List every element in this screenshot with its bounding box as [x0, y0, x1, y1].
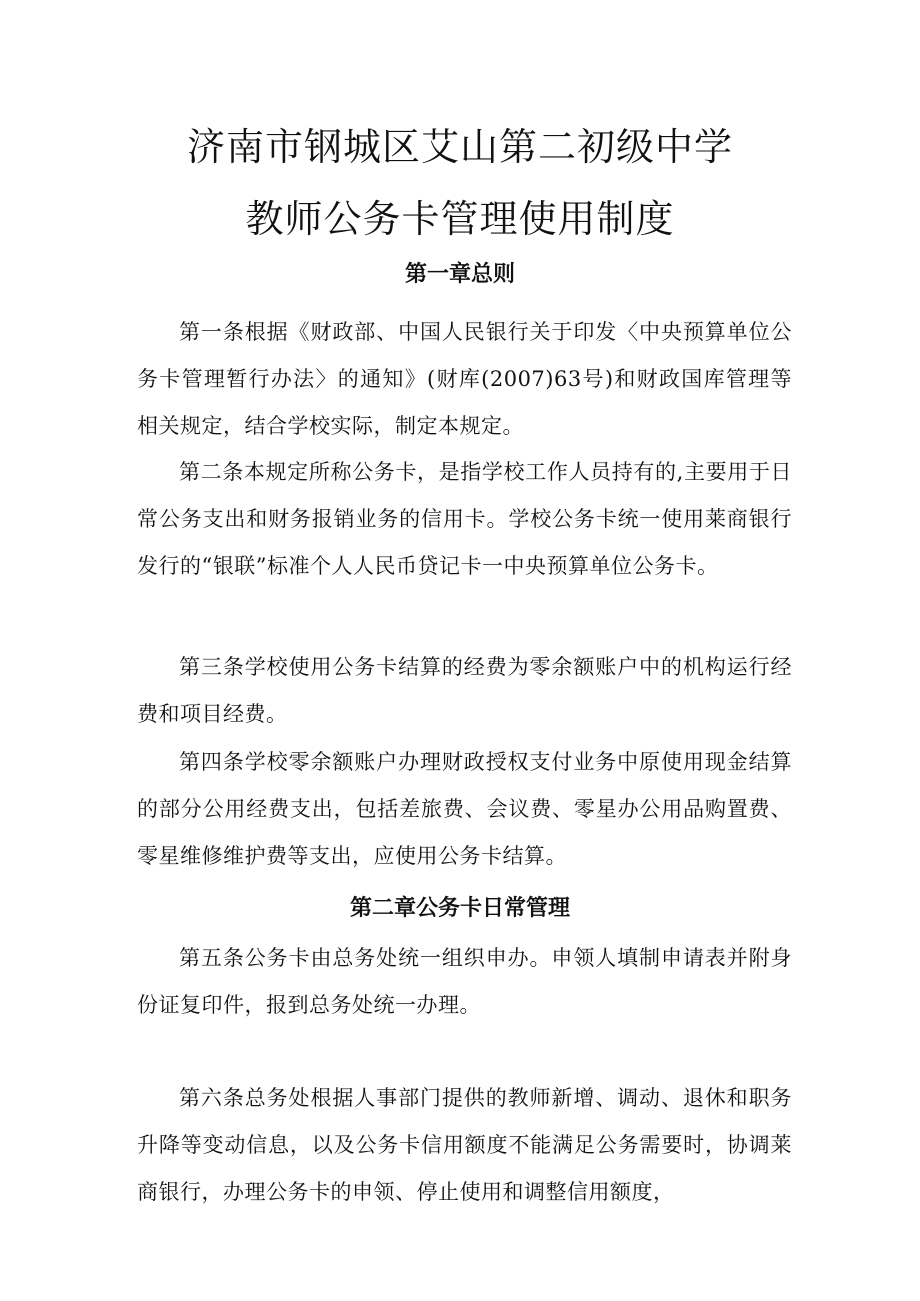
article-1: 第一条根据《财政部、中国人民银行关于印发〈中央预算单位公务卡管理暂行办法〉的通知》(财库(2007)63号)和财政国库管理等相关规定，结合学校实际，制定本规定。: [137, 320, 792, 438]
chapter-heading-2: 第二章公务卡日常管理: [349, 896, 570, 921]
document-title-line1: 济南市钢城区艾山第二初级中学: [186, 125, 733, 169]
article-4: 第四条学校零余额账户办理财政授权支付业务中原使用现金结算的部分公用经费支出，包括差旅费、会议费、零星办公用品购置费、零星维修维护费等支出，应使用公务卡结算。: [137, 750, 792, 868]
chapter-heading-1: 第一章总则: [404, 262, 515, 287]
article-2: 第二条本规定所称公务卡，是指学校工作人员持有的,主要用于日常公务支出和财务报销业务的信用卡。学校公务卡统一使用莱商银行发行的“银联”标准个人人民币贷记卡一中央预算单位公务卡。: [137, 460, 792, 578]
article-3: 第三条学校使用公务卡结算的经费为零余额账户中的机构运行经费和项目经费。: [137, 655, 792, 726]
document-title-line2: 教师公务卡管理使用制度: [245, 197, 675, 241]
article-5: 第五条公务卡由总务处统一组织申办。申领人填制申请表并附身份证复印件，报到总务处统一办理。: [137, 946, 792, 1017]
article-6: 第六条总务处根据人事部门提供的教师新增、调动、退休和职务升降等变动信息，以及公务卡信用额度不能满足公务需要时，协调莱商银行，办理公务卡的申领、停止使用和调整信用额度，: [137, 1086, 792, 1204]
